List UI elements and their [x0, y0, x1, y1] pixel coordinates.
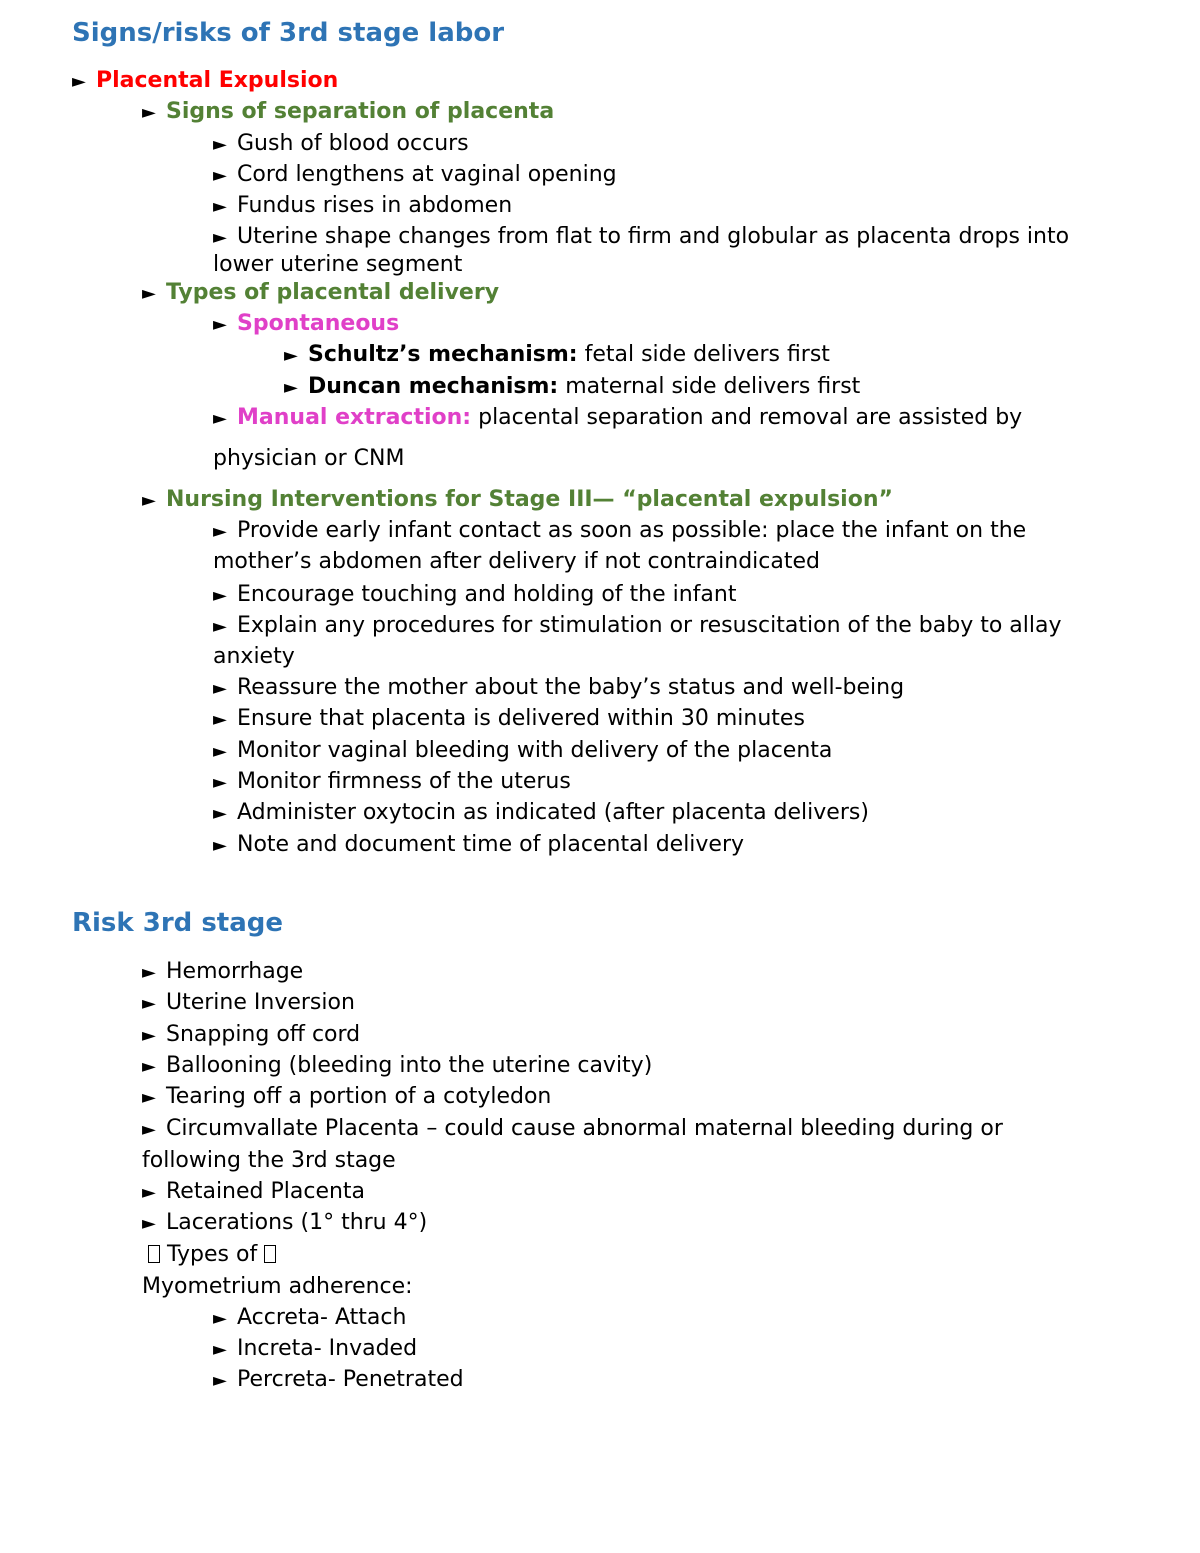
bullet-arrow-icon: ►	[213, 134, 227, 155]
bullet-arrow-icon: ►	[213, 709, 227, 730]
bullet-arrow-icon: ►	[142, 1025, 156, 1046]
list-item-spontaneous: ► Spontaneous	[213, 310, 399, 339]
list-item: ► Ballooning (bleeding into the uterine cavity)	[142, 1052, 652, 1081]
list-item-continuation: following the 3rd stage	[142, 1148, 396, 1173]
list-item-placental-expulsion: ► Placental Expulsion	[72, 67, 338, 96]
list-item-manual-extraction: ► Manual extraction: placental separation and removal are assisted by	[213, 404, 1022, 433]
bullet-arrow-icon: ►	[213, 521, 227, 542]
bullet-arrow-icon: ►	[284, 345, 298, 366]
bullet-arrow-icon: ►	[284, 377, 298, 398]
list-item-continuation: lower uterine segment	[213, 252, 463, 277]
bullet-arrow-icon: ►	[142, 962, 156, 983]
bullet-arrow-icon: ►	[213, 196, 227, 217]
bullet-arrow-icon: ►	[72, 71, 86, 92]
bullet-arrow-icon: ►	[142, 490, 156, 511]
list-item: ► Ensure that placenta is delivered within 30 minutes	[213, 705, 805, 734]
bullet-arrow-icon: ►	[213, 585, 227, 606]
bullet-arrow-icon: ►	[142, 102, 156, 123]
list-item: ► Note and document time of placental delivery	[213, 831, 744, 860]
list-item: ► Percreta- Penetrated	[213, 1366, 464, 1395]
list-item: ► Encourage touching and holding of the infant	[213, 581, 736, 610]
list-item-continuation: physician or CNM	[213, 446, 405, 471]
bullet-arrow-icon: ►	[213, 1308, 227, 1329]
list-item: ► Lacerations (1° thru 4°)	[142, 1209, 427, 1238]
bullet-arrow-icon: ►	[213, 1370, 227, 1391]
bullet-arrow-icon: ►	[213, 616, 227, 637]
list-item-signs-separation: ► Signs of separation of placenta	[142, 98, 554, 127]
bullet-arrow-icon: ►	[213, 803, 227, 824]
list-item: ► Gush of blood occurs	[213, 130, 469, 159]
list-item: ► Uterine Inversion	[142, 989, 355, 1018]
bullet-arrow-icon: ►	[142, 1087, 156, 1108]
list-item: ► Accreta- Attach	[213, 1304, 406, 1333]
list-item: ► Provide early infant contact as soon as possible: place the infant on the	[213, 517, 1026, 546]
list-item-continuation: anxiety	[213, 644, 295, 669]
types-of-line: Types of	[148, 1241, 276, 1269]
list-item: ► Uterine shape changes from flat to firm and globular as placenta drops into	[213, 223, 1069, 252]
bullet-arrow-icon: ►	[213, 772, 227, 793]
missing-glyph-icon	[148, 1245, 160, 1263]
bullet-arrow-icon: ►	[213, 227, 227, 248]
list-item: ► Explain any procedures for stimulation or resuscitation of the baby to allay	[213, 612, 1062, 641]
bullet-arrow-icon: ►	[213, 165, 227, 186]
list-item: ► Snapping off cord	[142, 1021, 360, 1050]
list-item: ► Circumvallate Placenta – could cause abnormal maternal bleeding during or	[142, 1115, 1003, 1144]
list-item: ► Hemorrhage	[142, 958, 303, 987]
myometrium-heading: Myometrium adherence:	[142, 1274, 413, 1299]
bullet-arrow-icon: ►	[213, 741, 227, 762]
list-item: ► Cord lengthens at vaginal opening	[213, 161, 617, 190]
bullet-arrow-icon: ►	[142, 283, 156, 304]
bullet-arrow-icon: ►	[213, 1339, 227, 1360]
list-item: ► Increta- Invaded	[213, 1335, 417, 1364]
list-item-types-delivery: ► Types of placental delivery	[142, 279, 499, 308]
list-item: ► Reassure the mother about the baby’s status and well-being	[213, 674, 904, 703]
list-item: ► Monitor vaginal bleeding with delivery of the placenta	[213, 737, 832, 766]
bullet-arrow-icon: ►	[142, 1182, 156, 1203]
list-item-continuation: mother’s abdomen after delivery if not contraindicated	[213, 549, 820, 574]
section-heading-risk: Risk 3rd stage	[72, 908, 284, 938]
bullet-arrow-icon: ►	[142, 993, 156, 1014]
section-heading-signs-risks: Signs/risks of 3rd stage labor	[72, 18, 505, 48]
missing-glyph-icon	[264, 1245, 276, 1263]
bullet-arrow-icon: ►	[142, 1119, 156, 1140]
list-item-nursing-interventions: ► Nursing Interventions for Stage III— “placental expulsion”	[142, 486, 893, 515]
list-item: ► Fundus rises in abdomen	[213, 192, 512, 221]
list-item-duncan: ► Duncan mechanism: maternal side delivers first	[284, 373, 860, 402]
list-item: ► Retained Placenta	[142, 1178, 365, 1207]
list-item: ► Monitor firmness of the uterus	[213, 768, 571, 797]
list-item: ► Tearing off a portion of a cotyledon	[142, 1083, 551, 1112]
bullet-arrow-icon: ►	[213, 678, 227, 699]
bullet-arrow-icon: ►	[213, 314, 227, 335]
bullet-arrow-icon: ►	[142, 1213, 156, 1234]
bullet-arrow-icon: ►	[213, 408, 227, 429]
list-item: ► Administer oxytocin as indicated (after placenta delivers)	[213, 799, 869, 828]
bullet-arrow-icon: ►	[213, 835, 227, 856]
list-item-schultz: ► Schultz’s mechanism: fetal side delivers first	[284, 341, 830, 370]
bullet-arrow-icon: ►	[142, 1056, 156, 1077]
